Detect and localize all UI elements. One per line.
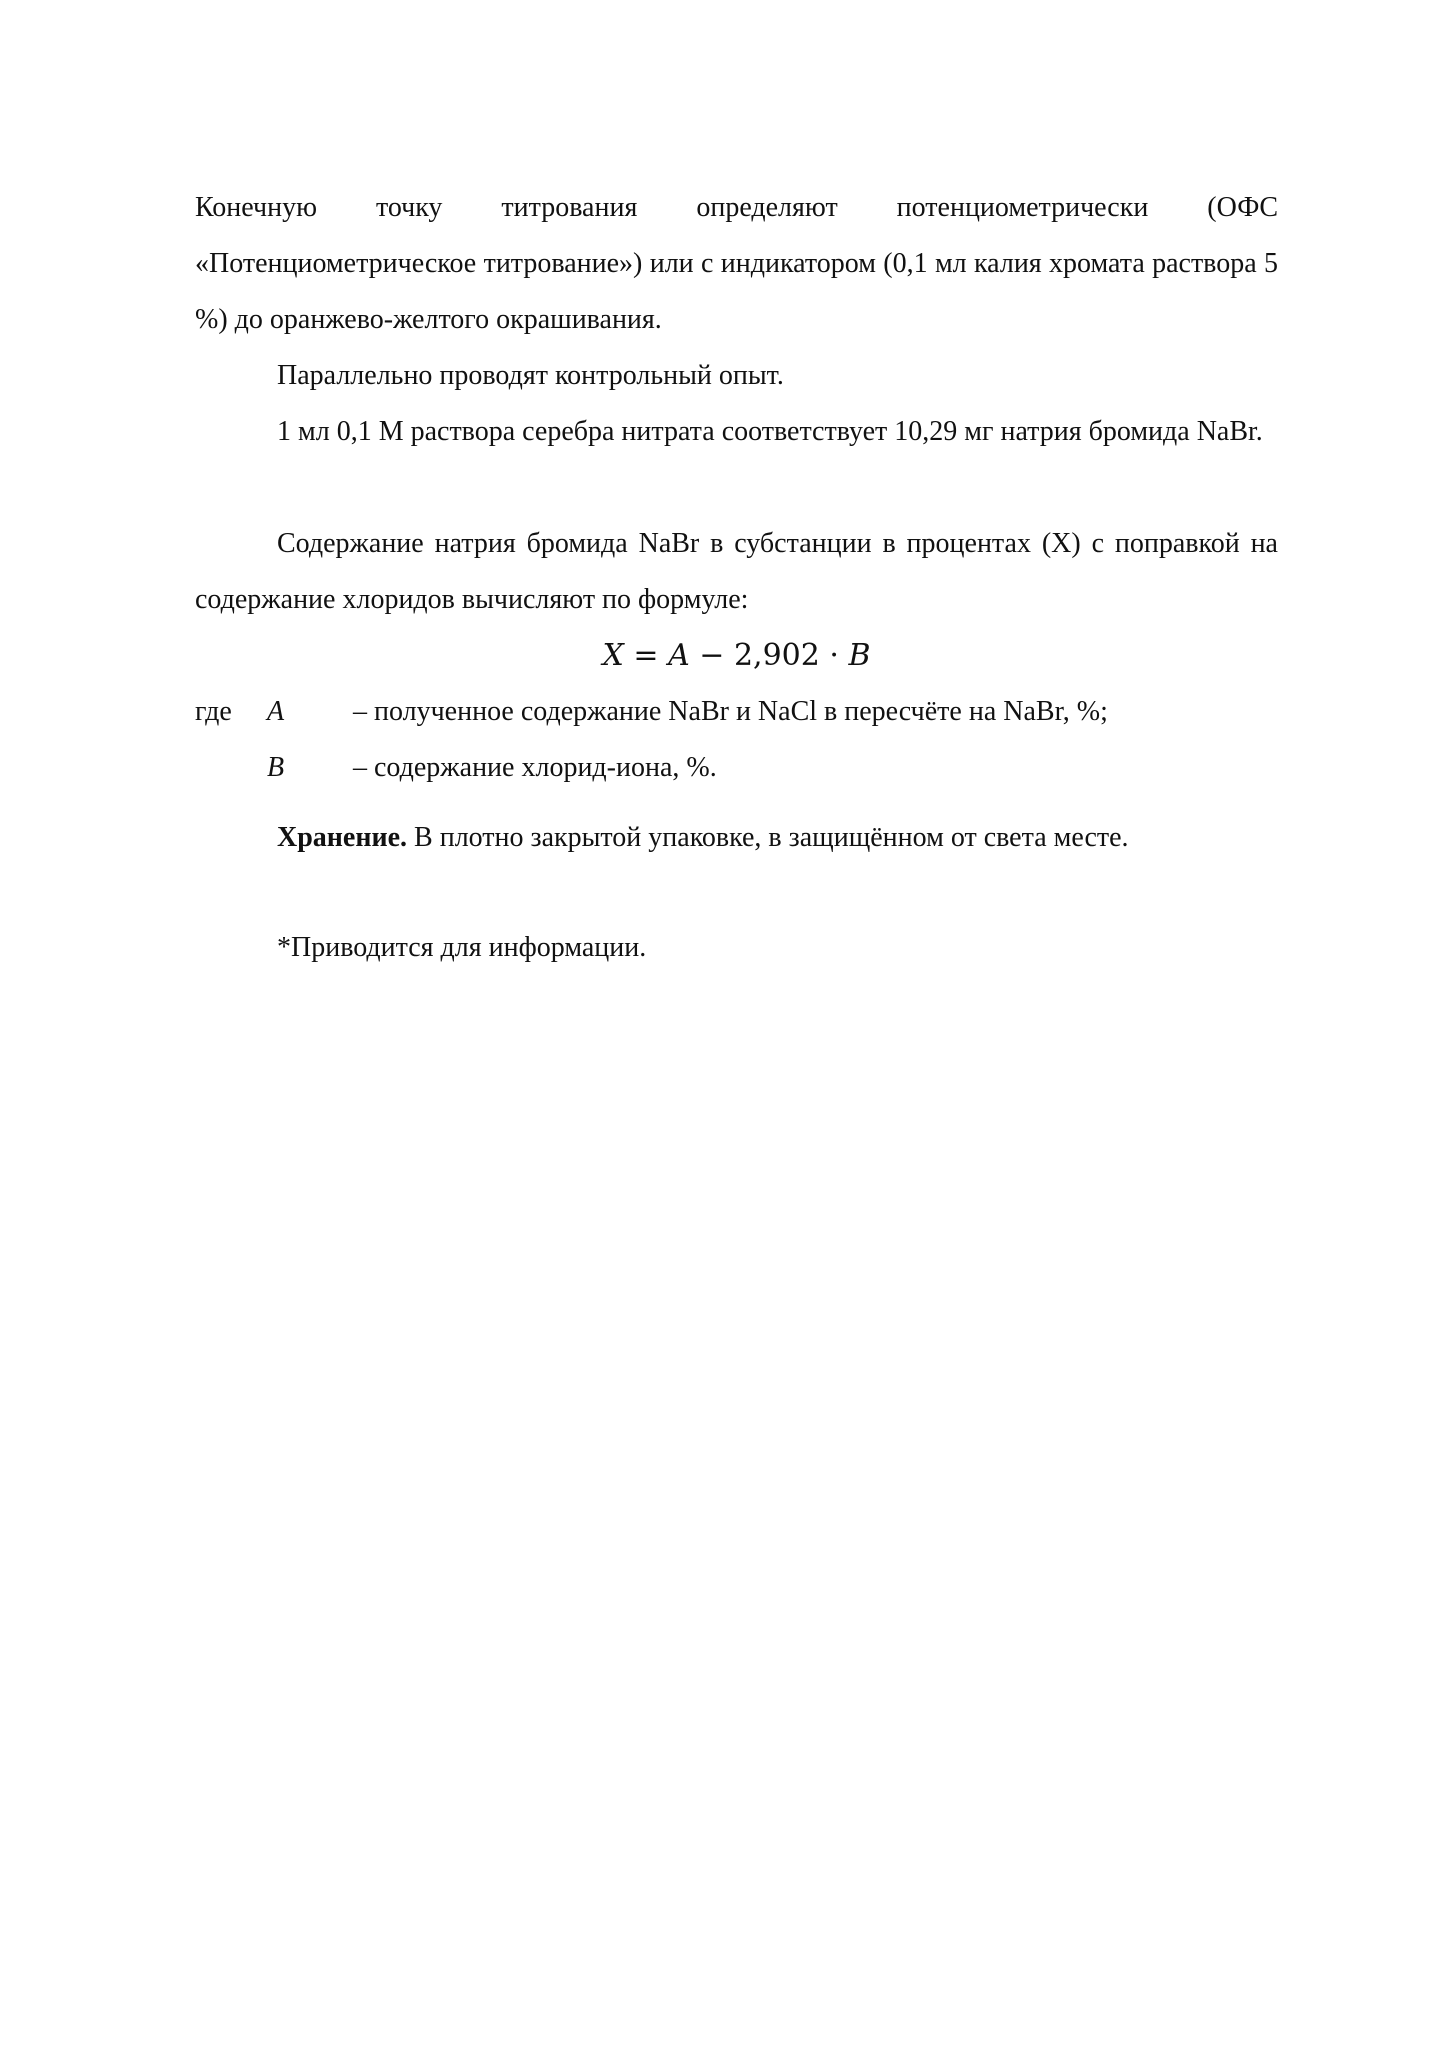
where-var-b: B <box>267 752 285 783</box>
storage-paragraph <box>277 810 1129 866</box>
control-text: Параллельно проводят контрольный опыт. <box>277 360 784 391</box>
formula-minus: − <box>689 638 734 673</box>
where-row-a <box>195 684 1278 740</box>
endpoint-text: Конечную точку титрования определяют потенциометрически (ОФС «Потенциометрическое титрование») или с индикатором (0,1 мл калия хромата раствора 5 %) до оранжево-желтого окрашивания. <box>195 192 1278 335</box>
where-desc-b: – содержание хлорид-иона, %. <box>353 752 717 783</box>
formula <box>195 628 1278 684</box>
formula-coefficient: 2,902 <box>733 638 820 673</box>
formula-equals: = <box>623 638 669 673</box>
endpoint-paragraph <box>195 180 1278 348</box>
storage-text: В плотно закрытой упаковке, в защищённом от света месте. <box>407 822 1129 853</box>
content-intro-text: Содержание натрия бромида NaBr в субстанции в процентах (X) с поправкой на содержание хлоридов вычисляют по формуле: <box>195 528 1278 615</box>
footnote-text: *Приводится для информации. <box>277 932 647 963</box>
where-lead: где <box>195 696 232 727</box>
where-desc-a: – полученное содержание NaBr и NaCl в пересчёте на NaBr, %; <box>353 696 1108 727</box>
formula-b: B <box>848 638 871 673</box>
storage-label: Хранение. <box>277 822 408 853</box>
where-var-a: A <box>267 696 285 727</box>
content-intro-paragraph <box>195 516 1278 628</box>
where-row-b <box>195 740 1278 796</box>
equivalence-text: 1 мл 0,1 М раствора серебра нитрата соответствует 10,29 мг натрия бромида NaBr. <box>277 416 1263 447</box>
formula-a: A <box>668 638 690 673</box>
control-paragraph <box>195 348 1278 404</box>
formula-lhs: X <box>602 638 624 673</box>
footnote <box>277 920 646 976</box>
formula-dot: · <box>819 638 849 673</box>
equivalence-paragraph <box>195 404 1278 460</box>
